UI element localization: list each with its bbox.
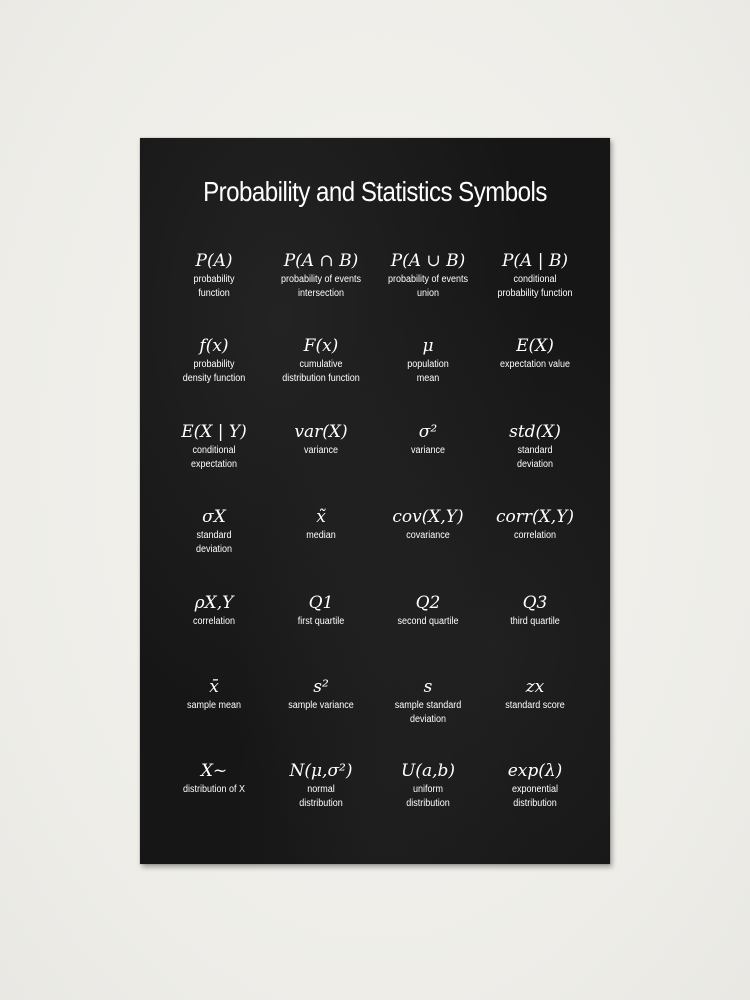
symbol-formula: E(X) [516, 336, 554, 356]
symbol-description: normal distribution [299, 784, 343, 809]
symbol-description: third quartile [510, 616, 560, 627]
poster-title: Probability and Statistics Symbols [203, 176, 547, 207]
symbol-formula: F(x) [303, 336, 339, 356]
symbol-description: exponential distribution [511, 784, 559, 809]
symbol-description: distribution of X [182, 784, 246, 795]
symbol-formula: P(A | B) [501, 251, 568, 271]
symbol-description: covariance [406, 530, 450, 541]
symbol-cell [160, 760, 268, 797]
symbol-cell [374, 335, 482, 385]
symbol-description: standard deviation [195, 530, 233, 555]
symbol-cell [160, 250, 268, 300]
symbol-cell [481, 335, 589, 372]
symbol-description: cumulative distribution function [282, 359, 360, 384]
symbol-description: correlation [513, 530, 557, 541]
symbol-formula: P(A ∪ B) [390, 251, 466, 271]
symbol-cell [481, 250, 589, 300]
symbol-description: probability density function [182, 359, 246, 384]
symbol-formula: X~ [200, 761, 228, 781]
symbol-formula: σ² [418, 422, 438, 442]
symbol-cell [267, 335, 375, 385]
symbol-description: median [306, 530, 336, 541]
symbol-cell [267, 760, 375, 810]
symbol-cell [481, 760, 589, 810]
symbol-cell [374, 760, 482, 810]
symbol-formula: Q1 [308, 593, 334, 613]
symbol-formula: exp(λ) [507, 761, 563, 781]
symbol-formula: zx [525, 677, 545, 697]
symbol-cell [267, 250, 375, 300]
symbol-formula: s [423, 677, 433, 697]
symbol-cell [160, 676, 268, 713]
symbol-formula: P(A ∩ B) [283, 251, 359, 271]
symbol-formula: U(a,b) [400, 761, 455, 781]
symbol-formula: P(A) [195, 251, 233, 271]
symbol-formula: E(X | Y) [181, 422, 247, 442]
symbol-description: variance [410, 445, 446, 456]
symbol-cell [160, 506, 268, 556]
symbol-formula: std(X) [509, 422, 561, 442]
symbol-cell [267, 506, 375, 543]
symbol-cell [374, 676, 482, 726]
symbol-description: correlation [192, 616, 236, 627]
symbol-description: probability function [193, 274, 235, 299]
symbol-description: probability of events union [387, 274, 469, 299]
symbol-formula: var(X) [294, 422, 348, 442]
symbol-formula: Q2 [415, 593, 441, 613]
symbol-description: sample variance [288, 700, 354, 711]
symbol-cell [160, 421, 268, 471]
symbol-cell [374, 506, 482, 543]
symbol-formula: x̄ [209, 677, 219, 697]
symbol-cell [481, 506, 589, 543]
symbol-formula: Q3 [522, 593, 548, 613]
symbol-description: second quartile [397, 616, 459, 627]
symbol-description: population mean [407, 359, 449, 384]
symbol-cell [481, 592, 589, 629]
symbol-description: standard deviation [516, 445, 554, 470]
symbol-description: sample mean [186, 700, 242, 711]
symbol-description: expectation value [499, 359, 571, 370]
symbol-cell [160, 335, 268, 385]
symbol-formula: μ [422, 336, 434, 356]
symbol-description: probability of events intersection [280, 274, 362, 299]
symbol-cell [267, 421, 375, 458]
symbol-cell [374, 421, 482, 458]
symbol-formula: ρX,Y [194, 593, 234, 613]
symbol-description: first quartile [297, 616, 345, 627]
symbol-formula: cov(X,Y) [392, 507, 464, 527]
symbol-cell [481, 421, 589, 471]
symbol-description: uniform distribution [406, 784, 450, 809]
symbol-description: standard score [505, 700, 565, 711]
symbol-cell [374, 592, 482, 629]
symbol-formula: f(x) [199, 336, 229, 356]
symbol-cell [160, 592, 268, 629]
symbol-description: conditional expectation [190, 445, 238, 470]
symbol-description: variance [303, 445, 339, 456]
symbol-formula: σX [202, 507, 226, 527]
symbol-formula: s² [313, 677, 329, 697]
symbol-cell [267, 592, 375, 629]
symbol-cell [267, 676, 375, 713]
symbol-formula: N(μ,σ²) [289, 761, 353, 781]
symbol-formula: corr(X,Y) [495, 507, 574, 527]
symbol-description: sample standard deviation [394, 700, 462, 725]
symbol-description: conditional probability function [497, 274, 573, 299]
symbol-cell [374, 250, 482, 300]
symbol-formula: x̃ [316, 507, 326, 527]
symbol-cell [481, 676, 589, 713]
